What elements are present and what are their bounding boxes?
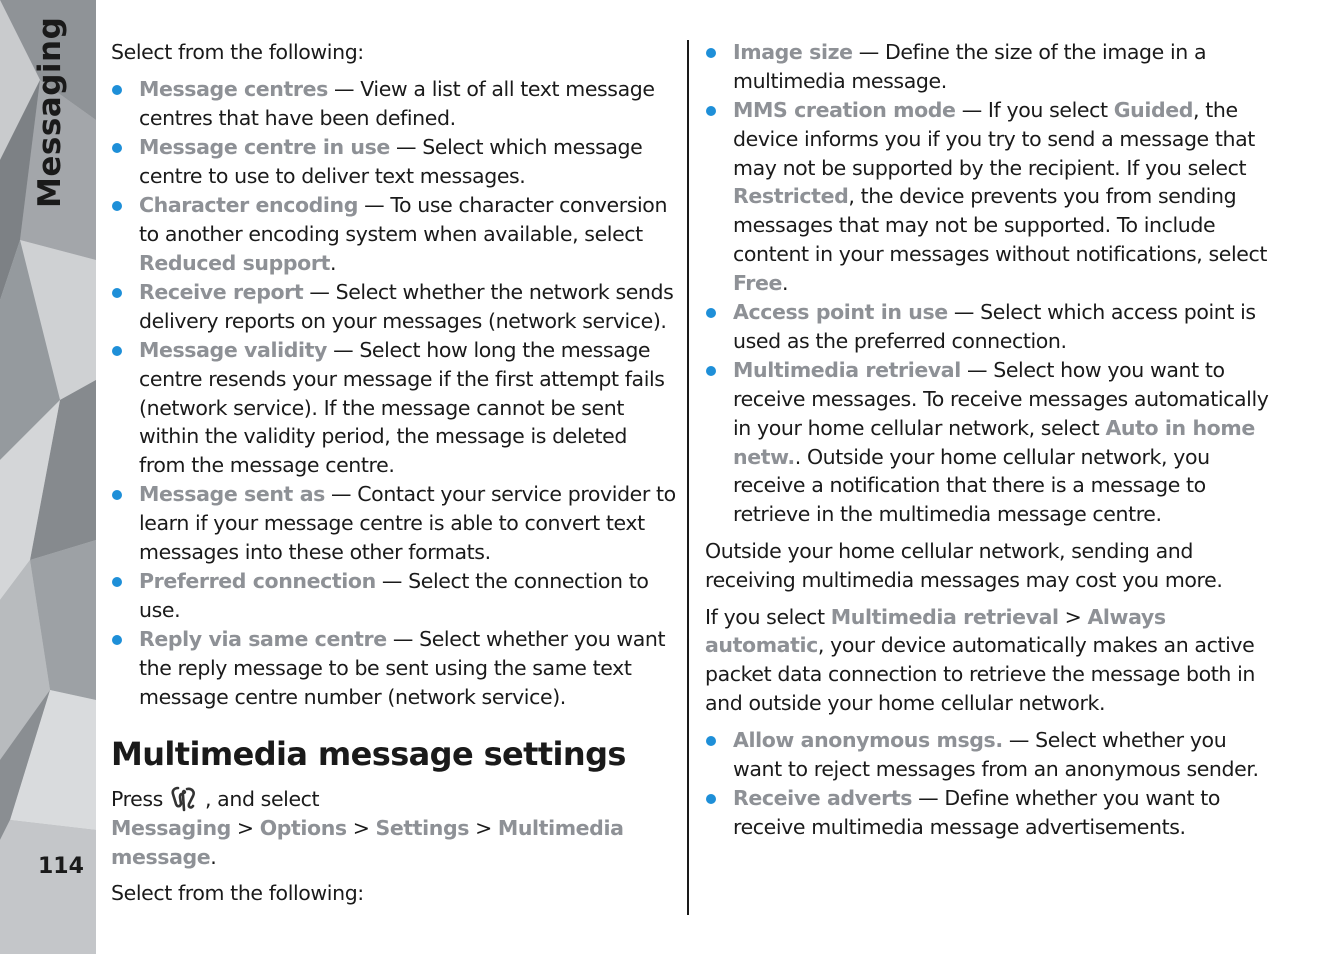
- menu-path-multimedia-retrieval: Multimedia retrieval: [830, 604, 1059, 629]
- setting-description: — Select which access point is used as the preferred connection.: [733, 300, 1256, 353]
- path-separator: >: [1064, 604, 1082, 629]
- setting-description: — View a list of all text message centres that have been defined.: [139, 76, 655, 130]
- bullet-icon: [706, 308, 716, 318]
- setting-term: Preferred connection: [139, 569, 376, 594]
- bullet-icon: [706, 48, 716, 58]
- menu-key-icon: [167, 784, 201, 814]
- menu-path-multimedia-message: Multimedia message: [111, 815, 624, 869]
- setting-term: Character encoding: [139, 192, 359, 217]
- setting-tail: .: [329, 250, 337, 275]
- list-item-allow-anonymous: [705, 726, 1273, 784]
- setting-term: Message centres: [139, 76, 328, 101]
- list-item-character-encoding: [111, 191, 676, 277]
- setting-tail: .: [782, 270, 789, 295]
- path-separator: >: [236, 815, 254, 840]
- press-text: .: [210, 844, 217, 869]
- setting-description: — If you select: [955, 98, 1114, 123]
- setting-description: — Select whether you want to reject messages from an anonymous sender.: [733, 727, 1259, 781]
- list-item-reply-via-same-centre: [111, 625, 676, 711]
- intro-text: Select from the following:: [111, 40, 364, 64]
- list-item-receive-adverts: [705, 784, 1273, 842]
- setting-description: , the device informs you if you try to send a message that may not be supported by the recipient. If you select: [733, 98, 1255, 180]
- setting-option: Free: [733, 270, 783, 295]
- menu-path-always-automatic: Always automatic: [705, 604, 1166, 658]
- roaming-cost-note: Outside your home cellular network, sending and receiving multimedia messages may cost you more.: [705, 539, 1223, 592]
- list-item-message-centre-in-use: [111, 133, 676, 191]
- list-item-mms-creation-mode: [705, 96, 1273, 298]
- list-item-receive-report: [111, 278, 676, 336]
- setting-term: MMS creation mode: [733, 98, 956, 123]
- setting-description: — To use character conversion to another encoding system when available, select: [139, 192, 668, 246]
- list-item-image-size: [705, 38, 1273, 96]
- page-number: 114: [38, 854, 84, 879]
- setting-description: — Define whether you want to receive multimedia message advertisements.: [733, 785, 1221, 839]
- setting-term: Message sent as: [139, 482, 325, 507]
- right-column: [705, 38, 1273, 850]
- setting-description: , the device prevents you from sending messages that may not be supported. To include content in your messages without notifications, select: [733, 184, 1268, 267]
- path-separator: >: [352, 815, 370, 840]
- bullet-icon: [706, 366, 716, 376]
- sms-settings-list: [111, 75, 676, 712]
- list-item-message-validity: [111, 336, 676, 480]
- setting-option: Restricted: [733, 184, 849, 209]
- always-automatic-note: [705, 603, 1273, 718]
- menu-path-messaging: Messaging: [111, 815, 231, 840]
- chapter-title: Messaging: [32, 16, 68, 208]
- setting-term: Reply via same centre: [139, 627, 387, 652]
- setting-term: Receive adverts: [733, 785, 913, 810]
- list-item-access-point-in-use: [705, 298, 1273, 356]
- list-item-message-centres: [111, 75, 676, 133]
- bullet-icon: [112, 288, 122, 298]
- setting-option: Auto in home netw.: [733, 415, 1255, 469]
- press-instruction: [111, 784, 676, 872]
- bullet-icon: [706, 736, 716, 746]
- bullet-icon: [112, 85, 122, 95]
- setting-description: — Define the size of the image in a multimedia message.: [733, 40, 1207, 93]
- setting-description: . Outside your home cellular network, you receive a notification that there is a message to retrieve in the multimedia message centre.: [733, 444, 1210, 527]
- setting-description: — Select whether you want the reply message to be sent using the same text message centre number (network service).: [139, 627, 666, 710]
- note-text: If you select: [705, 604, 831, 629]
- bullet-icon: [112, 346, 122, 356]
- path-separator: >: [475, 815, 492, 840]
- mms-settings-list-2: [705, 726, 1273, 842]
- setting-term: Receive report: [139, 279, 304, 304]
- setting-description: — Select the connection to use.: [139, 569, 649, 623]
- setting-term: Multimedia retrieval: [733, 358, 961, 383]
- setting-term: Image size: [733, 40, 853, 64]
- section-heading: Multimedia message settings: [111, 734, 626, 773]
- left-column: [111, 38, 676, 916]
- list-item-message-sent-as: [111, 480, 676, 566]
- bullet-icon: [112, 143, 122, 153]
- menu-path-options: Options: [259, 815, 347, 840]
- outro-text: Select from the following:: [111, 881, 364, 906]
- bullet-icon: [112, 635, 122, 645]
- setting-option: Guided: [1113, 98, 1194, 123]
- column-divider: [687, 40, 689, 915]
- chapter-sidebar: [0, 0, 96, 954]
- bullet-icon: [112, 201, 122, 211]
- list-item-multimedia-retrieval: [705, 356, 1273, 529]
- setting-description: — Contact your service provider to learn if your message centre is able to convert text messages into these other formats.: [139, 482, 676, 565]
- bullet-icon: [706, 794, 716, 804]
- note-text: , your device automatically makes an active packet data connection to retrieve the message both in and outside your home cellular network.: [705, 633, 1256, 716]
- setting-term: Message centre in use: [139, 134, 390, 159]
- press-text: Press: [111, 786, 163, 811]
- press-text: , and select: [204, 786, 320, 811]
- setting-term: Allow anonymous msgs.: [733, 727, 1003, 752]
- menu-path-settings: Settings: [375, 815, 470, 840]
- mms-settings-list: [705, 38, 1273, 529]
- setting-description: — Select which message centre to use to deliver text messages.: [139, 134, 643, 188]
- list-item-preferred-connection: [111, 567, 676, 625]
- setting-term: Message validity: [139, 337, 327, 362]
- bullet-icon: [112, 577, 122, 587]
- setting-description: — Select whether the network sends delivery reports on your messages (network service).: [139, 279, 674, 333]
- setting-description: — Select how you want to receive messages. To receive messages automatically in your home cellular network, select: [733, 358, 1269, 440]
- bullet-icon: [706, 106, 716, 116]
- bullet-icon: [112, 490, 122, 500]
- setting-option: Reduced support: [139, 250, 330, 275]
- setting-description: — Select how long the message centre resends your message if the first attempt fails (network service). If the message cannot be sent within the validity period, the message is deleted from the message centre.: [139, 337, 665, 478]
- setting-term: Access point in use: [733, 300, 948, 325]
